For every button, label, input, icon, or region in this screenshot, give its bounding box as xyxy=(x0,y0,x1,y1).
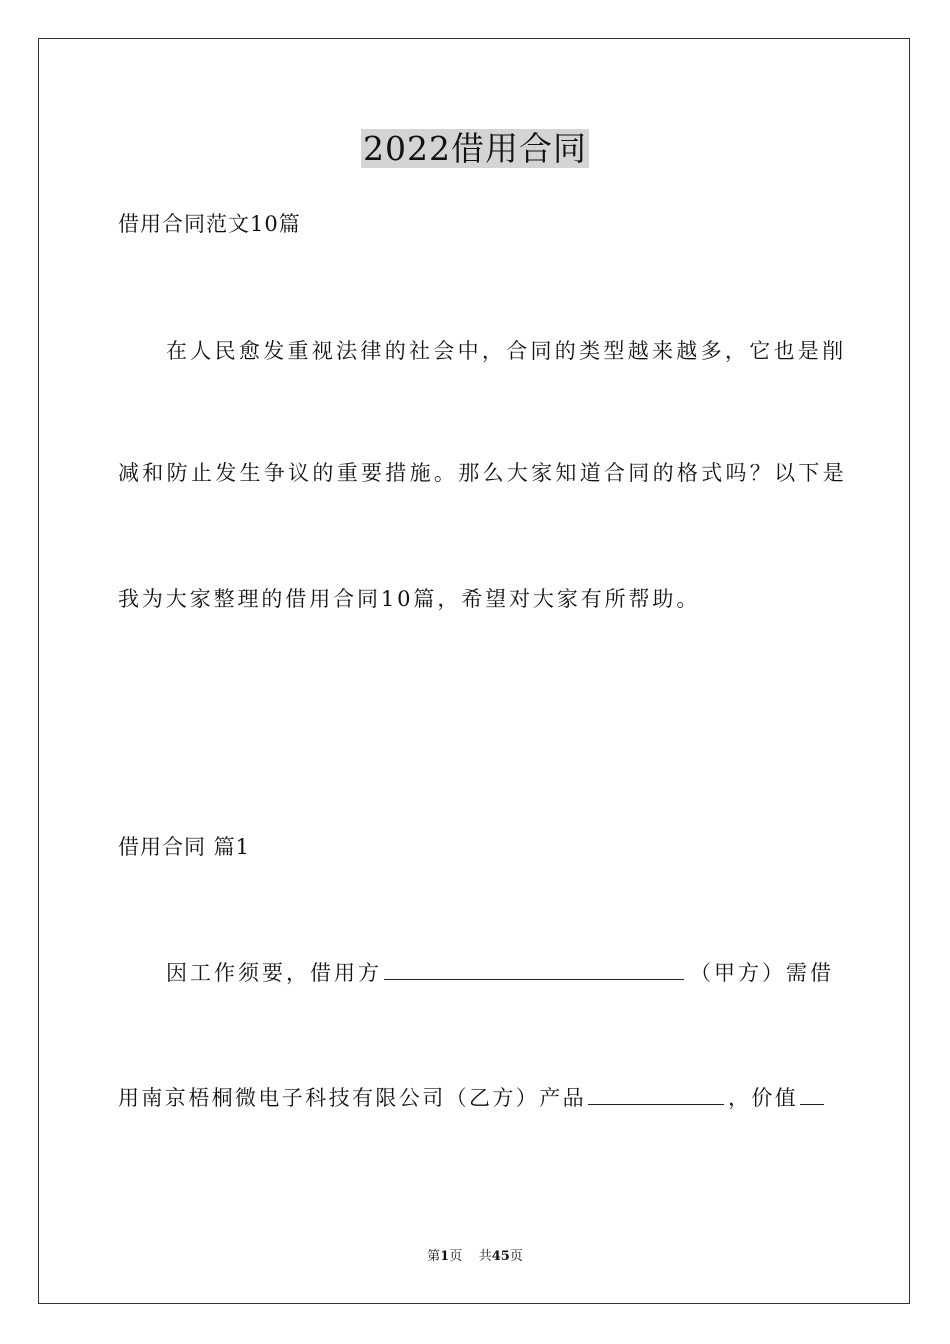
contract-line-1 xyxy=(166,957,834,988)
document-title-text: 2022借用合同 xyxy=(363,129,587,168)
footer-total-suffix: 页 xyxy=(509,1249,523,1264)
intro-line-2: 减和防止发生争议的重要措施。那么大家知道合同的格式吗？以下是 xyxy=(118,461,847,485)
intro-line-1: 在人民愈发重视法律的社会中，合同的类型越来越多，它也是削 xyxy=(166,339,847,363)
footer-page-number: 1 xyxy=(440,1249,450,1264)
contract-line-2 xyxy=(118,1082,824,1113)
footer-page-prefix: 第 xyxy=(427,1249,441,1264)
footer-total-prefix: 共 xyxy=(478,1249,492,1264)
product-blank xyxy=(588,1082,724,1105)
document-subtitle: 借用合同范文10篇 xyxy=(118,212,301,236)
contract-line-2-before: 用南京梧桐微电子科技有限公司（乙方）产品 xyxy=(118,1086,586,1110)
contract-line-1-before: 因工作须要，借用方 xyxy=(166,961,382,985)
footer-page-suffix: 页 xyxy=(449,1249,463,1264)
contract-line-1-after: （甲方）需借 xyxy=(690,961,834,985)
intro-line-3: 我为大家整理的借用合同10篇，希望对大家有所帮助。 xyxy=(118,587,701,611)
borrower-blank xyxy=(384,957,684,980)
contract-line-2-middle: ，价值 xyxy=(728,1086,799,1110)
value-blank xyxy=(800,1082,824,1105)
footer-total-pages: 45 xyxy=(491,1249,510,1264)
page-footer xyxy=(0,1248,950,1266)
document-title xyxy=(0,128,950,170)
section-heading: 借用合同 篇1 xyxy=(118,835,251,859)
